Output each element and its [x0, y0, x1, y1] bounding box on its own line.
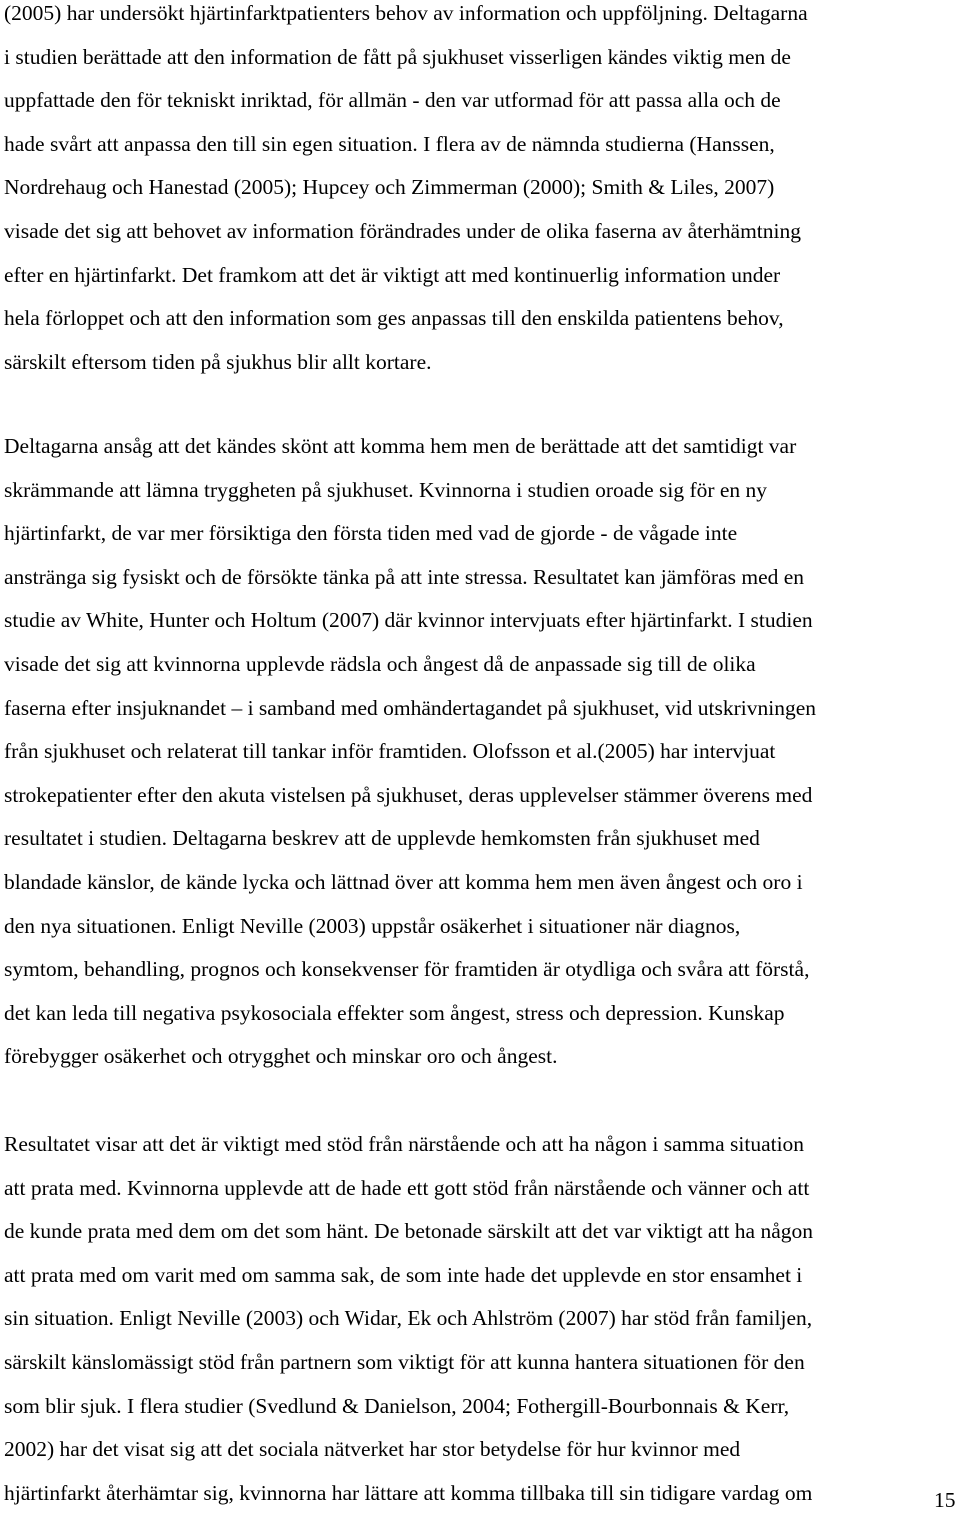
- text-line: i studien berättade att den information de fått på sjukhuset visserligen kändes viktig men de: [4, 44, 791, 69]
- text-line: särskilt känslomässigt stöd från partnern som viktigt för att kunna hantera situationen för den: [4, 1349, 805, 1374]
- text-line: visade det sig att behovet av information förändrades under de olika faserna av återhämtning: [4, 218, 802, 243]
- text-line: från sjukhuset och relaterat till tankar inför framtiden. Olofsson et al.(2005) har intervjuat: [4, 739, 776, 764]
- text-line: som blir sjuk. I flera studier (Svedlund & Danielson, 2004; Fothergill-Bourbonnais & Kerr,: [4, 1393, 790, 1418]
- text-line: symtom, behandling, prognos och konsekvenser för framtiden är otydliga och svåra att förstå,: [4, 957, 810, 982]
- paragraph-1: [4, 0, 960, 384]
- paragraph-2: [4, 425, 960, 1079]
- text-line: faserna efter insjuknandet – i samband med omhändertagandet på sjukhuset, vid utskrivningen: [4, 695, 817, 720]
- text-line: blandade känslor, de kände lycka och lättnad över att komma hem men även ångest och oro i: [4, 869, 803, 894]
- text-line: att prata med. Kvinnorna upplevde att de hade ett gott stöd från närstående och vänner och att: [4, 1175, 810, 1200]
- page-number: 15: [934, 1488, 956, 1512]
- text-line: hjärtinfarkt återhämtar sig, kvinnorna har lättare att komma tillbaka till sin tidigare vardag om: [4, 1480, 813, 1505]
- text-line: efter en hjärtinfarkt. Det framkom att det är viktigt att med kontinuerlig information under: [4, 262, 781, 287]
- text-line: det kan leda till negativa psykosociala effekter som ångest, stress och depression. Kunskap: [4, 1000, 785, 1025]
- text-line: sin situation. Enligt Neville (2003) och Widar, Ek och Ahlström (2007) har stöd från familjen,: [4, 1306, 813, 1331]
- text-line: 2002) har det visat sig att det sociala nätverket har stor betydelse för hur kvinnor med: [4, 1437, 741, 1462]
- text-line: (2005) har undersökt hjärtinfarktpatienters behov av information och uppföljning. Deltagarna: [4, 1, 808, 25]
- text-line: resultatet i studien. Deltagarna beskrev att de upplevde hemkomsten från sjukhuset med: [4, 826, 760, 851]
- text-line: anstränga sig fysiskt och de försökte tänka på att inte stressa. Resultatet kan jämföras med en: [4, 564, 805, 589]
- text-line: Resultatet visar att det är viktigt med stöd från närstående och att ha någon i samma situation: [4, 1132, 805, 1156]
- text-line: den nya situationen. Enligt Neville (2003) uppstår osäkerhet i situationer när diagnos,: [4, 913, 741, 938]
- text-line: hjärtinfarkt, de var mer försiktiga den första tiden med vad de gjorde - de vågade inte: [4, 521, 738, 546]
- text-line: hade svårt att anpassa den till sin egen situation. I flera av de nämnda studierna (Hanssen,: [4, 131, 775, 156]
- text-line: uppfattade den för tekniskt inriktad, för allmän - den var utformad för att passa alla och de: [4, 88, 781, 113]
- text-line: studie av White, Hunter och Holtum (2007) där kvinnor intervjuats efter hjärtinfarkt. I studien: [4, 608, 813, 633]
- text-line: strokepatienter efter den akuta vistelsen på sjukhuset, deras upplevelser stämmer överens med: [4, 782, 813, 807]
- text-line: Nordrehaug och Hanestad (2005); Hupcey och Zimmerman (2000); Smith & Liles, 2007): [4, 175, 775, 200]
- text-line: Deltagarna ansåg att det kändes skönt att komma hem men de berättade att det samtidigt var: [4, 434, 797, 458]
- text-line: skrämmande att lämna tryggheten på sjukhuset. Kvinnorna i studien oroade sig för en ny: [4, 477, 768, 502]
- paragraph-3: [4, 1123, 960, 1515]
- text-line: särskilt eftersom tiden på sjukhus blir allt kortare.: [4, 349, 432, 374]
- text-line: förebygger osäkerhet och otrygghet och minskar oro och ångest.: [4, 1044, 558, 1069]
- text-line: visade det sig att kvinnorna upplevde rädsla och ångest då de anpassade sig till de olika: [4, 651, 756, 676]
- text-line: de kunde prata med dem om det som hänt. De betonade särskilt att det var viktigt att ha någon: [4, 1219, 814, 1244]
- text-line: att prata med om varit med om samma sak, de som inte hade det upplevde en stor ensamhet i: [4, 1262, 803, 1287]
- text-line: hela förloppet och att den information som ges anpassas till den enskilda patientens behov,: [4, 306, 784, 331]
